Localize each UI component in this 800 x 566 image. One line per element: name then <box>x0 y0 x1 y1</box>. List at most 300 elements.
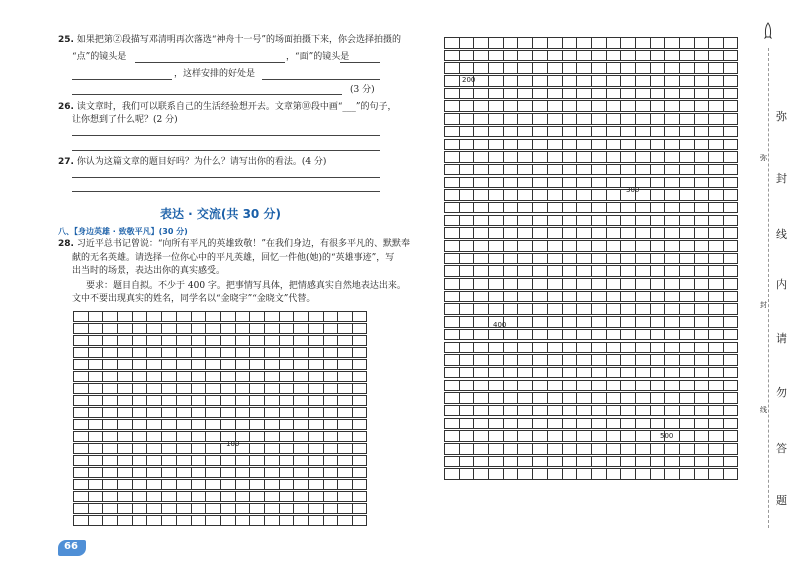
grid-cell[interactable] <box>723 227 738 239</box>
grid-cell[interactable] <box>606 151 621 163</box>
q26-answer-line-1[interactable] <box>72 135 380 136</box>
grid-cell[interactable] <box>308 383 323 394</box>
grid-cell[interactable] <box>591 265 606 277</box>
grid-cell[interactable] <box>606 443 621 455</box>
grid-cell[interactable] <box>488 329 503 341</box>
grid-cell[interactable] <box>562 367 577 379</box>
grid-cell[interactable] <box>352 371 367 382</box>
writing-grid-right[interactable] <box>444 37 738 481</box>
grid-cell[interactable] <box>635 329 650 341</box>
grid-cell[interactable] <box>576 189 591 201</box>
grid-cell[interactable] <box>620 316 635 328</box>
grid-cell[interactable] <box>576 342 591 354</box>
grid-cell[interactable] <box>576 113 591 125</box>
grid-cell[interactable] <box>459 88 474 100</box>
grid-cell[interactable] <box>191 335 206 346</box>
grid-cell[interactable] <box>708 113 723 125</box>
grid-cell[interactable] <box>694 367 709 379</box>
grid-cell[interactable] <box>532 139 547 151</box>
grid-cell[interactable] <box>459 316 474 328</box>
grid-cell[interactable] <box>352 443 367 454</box>
grid-cell[interactable] <box>547 164 562 176</box>
grid-cell[interactable] <box>517 456 532 468</box>
grid-cell[interactable] <box>337 419 352 430</box>
grid-cell[interactable] <box>591 392 606 404</box>
grid-cell[interactable] <box>664 367 679 379</box>
grid-cell[interactable] <box>694 62 709 74</box>
grid-cell[interactable] <box>249 335 264 346</box>
grid-cell[interactable] <box>279 467 294 478</box>
grid-cell[interactable] <box>235 359 250 370</box>
grid-cell[interactable] <box>650 316 665 328</box>
grid-cell[interactable] <box>459 430 474 442</box>
grid-cell[interactable] <box>650 443 665 455</box>
grid-cell[interactable] <box>664 342 679 354</box>
grid-cell[interactable] <box>459 100 474 112</box>
grid-cell[interactable] <box>488 202 503 214</box>
grid-cell[interactable] <box>664 113 679 125</box>
grid-cell[interactable] <box>264 395 279 406</box>
grid-cell[interactable] <box>323 443 338 454</box>
grid-cell[interactable] <box>517 253 532 265</box>
grid-cell[interactable] <box>352 383 367 394</box>
grid-cell[interactable] <box>176 383 191 394</box>
grid-cell[interactable] <box>73 503 88 514</box>
grid-cell[interactable] <box>293 371 308 382</box>
grid-cell[interactable] <box>576 354 591 366</box>
grid-cell[interactable] <box>176 407 191 418</box>
grid-cell[interactable] <box>279 503 294 514</box>
grid-cell[interactable] <box>708 418 723 430</box>
grid-cell[interactable] <box>547 151 562 163</box>
grid-cell[interactable] <box>117 515 132 526</box>
grid-cell[interactable] <box>473 202 488 214</box>
grid-cell[interactable] <box>117 323 132 334</box>
grid-cell[interactable] <box>547 430 562 442</box>
grid-cell[interactable] <box>352 407 367 418</box>
grid-cell[interactable] <box>146 395 161 406</box>
grid-cell[interactable] <box>679 418 694 430</box>
grid-cell[interactable] <box>293 359 308 370</box>
grid-cell[interactable] <box>117 407 132 418</box>
grid-cell[interactable] <box>650 202 665 214</box>
grid-cell[interactable] <box>532 113 547 125</box>
grid-cell[interactable] <box>503 291 518 303</box>
grid-cell[interactable] <box>635 291 650 303</box>
grid-cell[interactable] <box>679 342 694 354</box>
grid-cell[interactable] <box>88 491 103 502</box>
grid-cell[interactable] <box>679 240 694 252</box>
grid-cell[interactable] <box>591 418 606 430</box>
grid-cell[interactable] <box>650 126 665 138</box>
grid-cell[interactable] <box>591 151 606 163</box>
grid-cell[interactable] <box>576 278 591 290</box>
grid-cell[interactable] <box>161 455 176 466</box>
grid-cell[interactable] <box>249 515 264 526</box>
grid-cell[interactable] <box>547 37 562 49</box>
grid-cell[interactable] <box>576 88 591 100</box>
grid-cell[interactable] <box>191 479 206 490</box>
grid-cell[interactable] <box>591 113 606 125</box>
grid-cell[interactable] <box>337 323 352 334</box>
grid-cell[interactable] <box>547 380 562 392</box>
grid-cell[interactable] <box>459 215 474 227</box>
grid-cell[interactable] <box>249 479 264 490</box>
grid-cell[interactable] <box>723 202 738 214</box>
grid-cell[interactable] <box>205 359 220 370</box>
grid-cell[interactable] <box>279 479 294 490</box>
grid-cell[interactable] <box>73 407 88 418</box>
grid-cell[interactable] <box>547 316 562 328</box>
grid-cell[interactable] <box>650 303 665 315</box>
grid-cell[interactable] <box>576 430 591 442</box>
grid-cell[interactable] <box>73 347 88 358</box>
grid-cell[interactable] <box>191 419 206 430</box>
grid-cell[interactable] <box>146 383 161 394</box>
grid-cell[interactable] <box>635 316 650 328</box>
grid-cell[interactable] <box>488 139 503 151</box>
grid-cell[interactable] <box>444 265 459 277</box>
grid-cell[interactable] <box>117 371 132 382</box>
grid-cell[interactable] <box>459 50 474 62</box>
grid-cell[interactable] <box>708 164 723 176</box>
grid-cell[interactable] <box>532 202 547 214</box>
grid-cell[interactable] <box>708 443 723 455</box>
grid-cell[interactable] <box>220 395 235 406</box>
grid-cell[interactable] <box>547 62 562 74</box>
grid-cell[interactable] <box>132 443 147 454</box>
grid-cell[interactable] <box>235 455 250 466</box>
grid-cell[interactable] <box>73 443 88 454</box>
grid-cell[interactable] <box>503 392 518 404</box>
grid-cell[interactable] <box>650 227 665 239</box>
grid-cell[interactable] <box>132 395 147 406</box>
grid-cell[interactable] <box>473 418 488 430</box>
grid-cell[interactable] <box>161 359 176 370</box>
grid-cell[interactable] <box>337 431 352 442</box>
grid-cell[interactable] <box>444 189 459 201</box>
grid-cell[interactable] <box>293 455 308 466</box>
grid-cell[interactable] <box>308 419 323 430</box>
grid-cell[interactable] <box>488 354 503 366</box>
grid-cell[interactable] <box>503 151 518 163</box>
grid-cell[interactable] <box>488 342 503 354</box>
grid-cell[interactable] <box>606 75 621 87</box>
grid-cell[interactable] <box>488 278 503 290</box>
grid-cell[interactable] <box>191 455 206 466</box>
grid-cell[interactable] <box>73 515 88 526</box>
grid-cell[interactable] <box>220 347 235 358</box>
grid-cell[interactable] <box>176 431 191 442</box>
grid-cell[interactable] <box>323 479 338 490</box>
grid-cell[interactable] <box>694 468 709 480</box>
grid-cell[interactable] <box>444 430 459 442</box>
grid-cell[interactable] <box>352 515 367 526</box>
grid-cell[interactable] <box>679 227 694 239</box>
grid-cell[interactable] <box>88 515 103 526</box>
grid-cell[interactable] <box>352 311 367 322</box>
grid-cell[interactable] <box>503 405 518 417</box>
grid-cell[interactable] <box>620 354 635 366</box>
grid-cell[interactable] <box>102 431 117 442</box>
grid-cell[interactable] <box>308 431 323 442</box>
grid-cell[interactable] <box>694 291 709 303</box>
grid-cell[interactable] <box>517 113 532 125</box>
grid-cell[interactable] <box>576 151 591 163</box>
grid-cell[interactable] <box>723 405 738 417</box>
grid-cell[interactable] <box>664 139 679 151</box>
grid-cell[interactable] <box>562 468 577 480</box>
grid-cell[interactable] <box>679 405 694 417</box>
grid-cell[interactable] <box>650 100 665 112</box>
grid-cell[interactable] <box>488 456 503 468</box>
grid-cell[interactable] <box>473 443 488 455</box>
grid-cell[interactable] <box>606 418 621 430</box>
grid-cell[interactable] <box>102 491 117 502</box>
grid-cell[interactable] <box>664 240 679 252</box>
grid-cell[interactable] <box>532 62 547 74</box>
grid-cell[interactable] <box>517 189 532 201</box>
grid-cell[interactable] <box>503 430 518 442</box>
grid-cell[interactable] <box>591 37 606 49</box>
grid-cell[interactable] <box>117 359 132 370</box>
grid-cell[interactable] <box>708 265 723 277</box>
grid-cell[interactable] <box>650 113 665 125</box>
grid-cell[interactable] <box>205 311 220 322</box>
grid-cell[interactable] <box>576 265 591 277</box>
grid-cell[interactable] <box>249 311 264 322</box>
grid-cell[interactable] <box>279 443 294 454</box>
grid-cell[interactable] <box>235 479 250 490</box>
grid-cell[interactable] <box>606 329 621 341</box>
grid-cell[interactable] <box>532 240 547 252</box>
grid-cell[interactable] <box>102 503 117 514</box>
grid-cell[interactable] <box>635 240 650 252</box>
grid-cell[interactable] <box>337 455 352 466</box>
grid-cell[interactable] <box>679 430 694 442</box>
grid-cell[interactable] <box>664 88 679 100</box>
grid-cell[interactable] <box>562 329 577 341</box>
grid-cell[interactable] <box>694 265 709 277</box>
grid-cell[interactable] <box>337 395 352 406</box>
grid-cell[interactable] <box>264 311 279 322</box>
grid-cell[interactable] <box>503 303 518 315</box>
grid-cell[interactable] <box>308 503 323 514</box>
grid-cell[interactable] <box>459 468 474 480</box>
grid-cell[interactable] <box>517 227 532 239</box>
grid-cell[interactable] <box>517 151 532 163</box>
grid-cell[interactable] <box>444 240 459 252</box>
grid-cell[interactable] <box>679 37 694 49</box>
grid-cell[interactable] <box>679 354 694 366</box>
grid-cell[interactable] <box>323 503 338 514</box>
grid-cell[interactable] <box>650 88 665 100</box>
grid-cell[interactable] <box>323 455 338 466</box>
grid-cell[interactable] <box>488 126 503 138</box>
grid-cell[interactable] <box>459 177 474 189</box>
grid-cell[interactable] <box>708 456 723 468</box>
grid-cell[interactable] <box>547 113 562 125</box>
grid-cell[interactable] <box>352 323 367 334</box>
grid-cell[interactable] <box>88 395 103 406</box>
grid-cell[interactable] <box>132 335 147 346</box>
grid-cell[interactable] <box>161 323 176 334</box>
grid-cell[interactable] <box>146 431 161 442</box>
grid-cell[interactable] <box>576 227 591 239</box>
grid-cell[interactable] <box>444 227 459 239</box>
grid-cell[interactable] <box>132 383 147 394</box>
grid-cell[interactable] <box>517 62 532 74</box>
grid-cell[interactable] <box>235 383 250 394</box>
grid-cell[interactable] <box>650 468 665 480</box>
grid-cell[interactable] <box>117 347 132 358</box>
grid-cell[interactable] <box>73 359 88 370</box>
grid-cell[interactable] <box>293 347 308 358</box>
grid-cell[interactable] <box>576 75 591 87</box>
grid-cell[interactable] <box>620 240 635 252</box>
grid-cell[interactable] <box>279 515 294 526</box>
grid-cell[interactable] <box>146 479 161 490</box>
q25-answer-blank-3[interactable] <box>72 79 172 80</box>
grid-cell[interactable] <box>205 467 220 478</box>
grid-cell[interactable] <box>606 177 621 189</box>
grid-cell[interactable] <box>723 113 738 125</box>
grid-cell[interactable] <box>679 265 694 277</box>
grid-cell[interactable] <box>664 303 679 315</box>
grid-cell[interactable] <box>547 468 562 480</box>
grid-cell[interactable] <box>88 443 103 454</box>
grid-cell[interactable] <box>73 383 88 394</box>
grid-cell[interactable] <box>293 335 308 346</box>
grid-cell[interactable] <box>694 392 709 404</box>
grid-cell[interactable] <box>444 456 459 468</box>
grid-cell[interactable] <box>547 253 562 265</box>
grid-cell[interactable] <box>591 367 606 379</box>
grid-cell[interactable] <box>723 430 738 442</box>
grid-cell[interactable] <box>503 418 518 430</box>
grid-cell[interactable] <box>249 431 264 442</box>
grid-cell[interactable] <box>664 75 679 87</box>
grid-cell[interactable] <box>517 215 532 227</box>
grid-cell[interactable] <box>635 456 650 468</box>
grid-cell[interactable] <box>650 329 665 341</box>
grid-cell[interactable] <box>473 227 488 239</box>
grid-cell[interactable] <box>562 126 577 138</box>
grid-cell[interactable] <box>620 291 635 303</box>
grid-cell[interactable] <box>473 37 488 49</box>
grid-cell[interactable] <box>444 342 459 354</box>
grid-cell[interactable] <box>576 177 591 189</box>
grid-cell[interactable] <box>473 342 488 354</box>
grid-cell[interactable] <box>547 329 562 341</box>
grid-cell[interactable] <box>473 278 488 290</box>
grid-cell[interactable] <box>679 443 694 455</box>
grid-cell[interactable] <box>176 311 191 322</box>
grid-cell[interactable] <box>161 347 176 358</box>
grid-cell[interactable] <box>444 177 459 189</box>
grid-cell[interactable] <box>723 443 738 455</box>
grid-cell[interactable] <box>679 291 694 303</box>
grid-cell[interactable] <box>517 37 532 49</box>
grid-cell[interactable] <box>547 278 562 290</box>
grid-cell[interactable] <box>635 88 650 100</box>
grid-cell[interactable] <box>323 323 338 334</box>
grid-cell[interactable] <box>694 100 709 112</box>
grid-cell[interactable] <box>562 443 577 455</box>
grid-cell[interactable] <box>694 329 709 341</box>
grid-cell[interactable] <box>576 418 591 430</box>
grid-cell[interactable] <box>708 189 723 201</box>
grid-cell[interactable] <box>591 227 606 239</box>
grid-cell[interactable] <box>694 316 709 328</box>
grid-cell[interactable] <box>606 215 621 227</box>
grid-cell[interactable] <box>444 443 459 455</box>
grid-cell[interactable] <box>532 126 547 138</box>
grid-cell[interactable] <box>249 419 264 430</box>
grid-cell[interactable] <box>337 347 352 358</box>
grid-cell[interactable] <box>88 479 103 490</box>
grid-cell[interactable] <box>708 62 723 74</box>
grid-cell[interactable] <box>650 342 665 354</box>
grid-cell[interactable] <box>606 240 621 252</box>
grid-cell[interactable] <box>664 468 679 480</box>
grid-cell[interactable] <box>620 227 635 239</box>
grid-cell[interactable] <box>532 227 547 239</box>
grid-cell[interactable] <box>488 189 503 201</box>
grid-cell[interactable] <box>723 177 738 189</box>
grid-cell[interactable] <box>146 335 161 346</box>
grid-cell[interactable] <box>323 431 338 442</box>
grid-cell[interactable] <box>723 253 738 265</box>
grid-cell[interactable] <box>591 240 606 252</box>
grid-cell[interactable] <box>517 316 532 328</box>
grid-cell[interactable] <box>459 126 474 138</box>
grid-cell[interactable] <box>146 407 161 418</box>
grid-cell[interactable] <box>679 468 694 480</box>
grid-cell[interactable] <box>249 491 264 502</box>
grid-cell[interactable] <box>723 418 738 430</box>
grid-cell[interactable] <box>308 359 323 370</box>
grid-cell[interactable] <box>620 37 635 49</box>
grid-cell[interactable] <box>576 456 591 468</box>
grid-cell[interactable] <box>459 139 474 151</box>
grid-cell[interactable] <box>547 215 562 227</box>
grid-cell[interactable] <box>73 395 88 406</box>
grid-cell[interactable] <box>576 380 591 392</box>
grid-cell[interactable] <box>503 88 518 100</box>
grid-cell[interactable] <box>146 467 161 478</box>
grid-cell[interactable] <box>547 392 562 404</box>
grid-cell[interactable] <box>635 354 650 366</box>
grid-cell[interactable] <box>444 278 459 290</box>
grid-cell[interactable] <box>635 303 650 315</box>
grid-cell[interactable] <box>547 50 562 62</box>
grid-cell[interactable] <box>102 323 117 334</box>
grid-cell[interactable] <box>547 418 562 430</box>
grid-cell[interactable] <box>517 354 532 366</box>
grid-cell[interactable] <box>517 342 532 354</box>
q25-answer-blank-1[interactable] <box>135 62 285 63</box>
grid-cell[interactable] <box>102 395 117 406</box>
grid-cell[interactable] <box>132 455 147 466</box>
grid-cell[interactable] <box>132 311 147 322</box>
grid-cell[interactable] <box>562 88 577 100</box>
grid-cell[interactable] <box>532 329 547 341</box>
grid-cell[interactable] <box>473 240 488 252</box>
grid-cell[interactable] <box>146 503 161 514</box>
grid-cell[interactable] <box>220 455 235 466</box>
grid-cell[interactable] <box>517 430 532 442</box>
